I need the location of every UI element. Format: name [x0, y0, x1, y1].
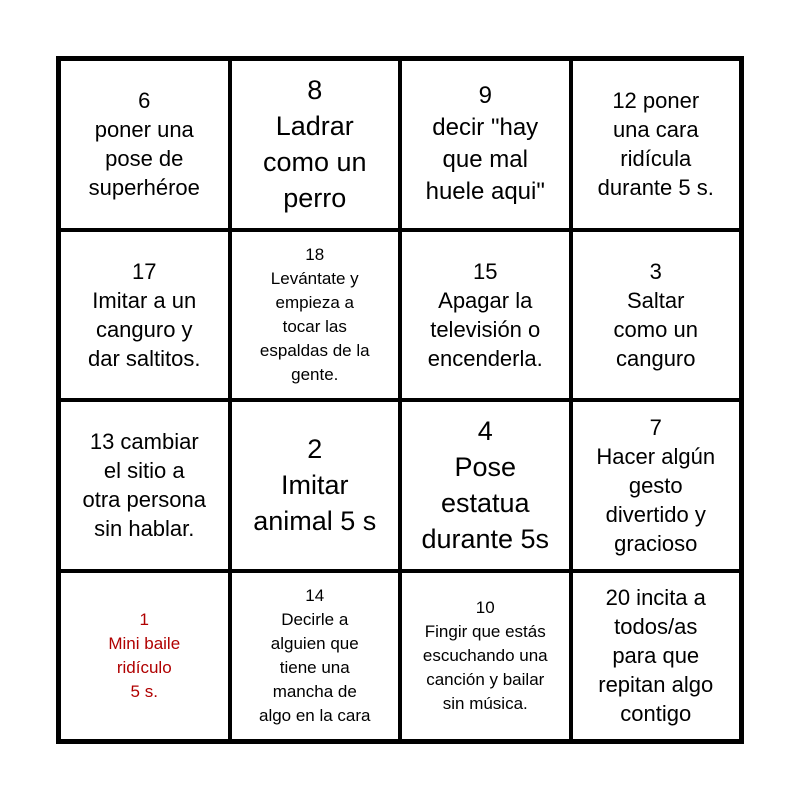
bingo-cell[interactable] — [230, 59, 401, 230]
cell-text: 6 poner una pose de superhéroe — [88, 88, 200, 201]
cell-text: 10 Fingir que estás escuchando una canción y bailar sin música. — [422, 597, 548, 713]
cell-text: 3 Saltar como un canguro — [613, 258, 698, 371]
cell-text: 17 Imitar a un canguro y dar saltitos. — [88, 258, 201, 371]
bingo-cell[interactable] — [400, 230, 571, 401]
bingo-cell[interactable] — [59, 230, 230, 401]
bingo-cell[interactable] — [400, 400, 571, 571]
cell-text: 2 Imitar animal 5 s — [253, 434, 377, 537]
bingo-cell[interactable] — [400, 59, 571, 230]
bingo-cell[interactable] — [571, 230, 742, 401]
cell-text: 1 Mini baile ridículo 5 s. — [108, 609, 181, 701]
bingo-cell[interactable] — [230, 400, 401, 571]
bingo-cell[interactable] — [59, 400, 230, 571]
bingo-cell[interactable] — [571, 400, 742, 571]
bingo-cell[interactable] — [59, 571, 230, 742]
cell-text: 7 Hacer algún gesto divertido y gracioso — [596, 414, 716, 556]
cell-text: 12 poner una cara ridícula durante 5 s. — [597, 88, 714, 201]
bingo-cell[interactable] — [230, 571, 401, 742]
cell-text: 14 Decirle a alguien que tiene una mancha de algo en la cara — [258, 585, 371, 725]
cell-text: 13 cambiar el sitio a otra persona sin hablar. — [82, 429, 207, 542]
bingo-cell[interactable] — [571, 59, 742, 230]
cell-text: 18 Levántate y empieza a tocar las espaldas de la gente. — [259, 244, 370, 384]
cell-text: 9 decir "hay que mal huele aqui" — [425, 82, 545, 206]
cell-text: 15 Apagar la televisión o encenderla. — [427, 258, 543, 371]
bingo-cell[interactable] — [59, 59, 230, 230]
bingo-board — [56, 56, 744, 744]
bingo-cell[interactable] — [230, 230, 401, 401]
cell-text: 8 Ladrar como un perro — [262, 75, 367, 214]
cell-text: 4 Pose estatua durante 5s — [421, 416, 550, 555]
bingo-cell[interactable] — [400, 571, 571, 742]
cell-text: 20 incita a todos/as para que repitan algo contigo — [598, 585, 714, 727]
bingo-cell[interactable] — [571, 571, 742, 742]
